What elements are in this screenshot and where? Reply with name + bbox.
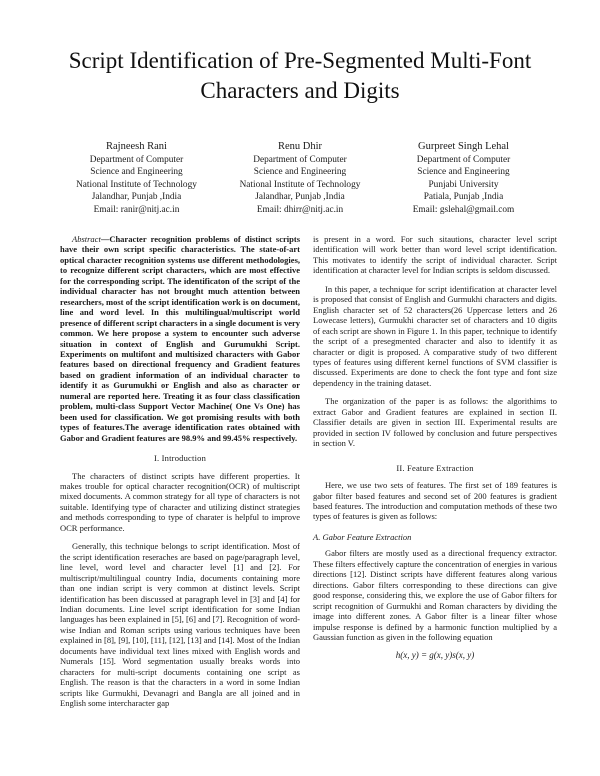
author-city: Jalandhar, Punjab ,India xyxy=(255,192,345,203)
author-dept: Science and Engineering xyxy=(417,167,510,178)
author-city: Jalandhar, Punjab ,India xyxy=(91,192,182,203)
section-heading-introduction: I. Introduction xyxy=(153,453,207,464)
author-name: Renu Dhir xyxy=(277,141,323,152)
paragraph-gap xyxy=(313,388,557,396)
author-city: Patiala, Punjab ,India xyxy=(423,192,504,203)
author-email: Email: gslehal@gmail.com xyxy=(412,204,515,215)
subsection-heading-gabor: A. Gabor Feature Extraction xyxy=(313,531,412,542)
intro-paragraph-5: The organization of the paper is as follows: the algorithims to extract Gabor and Gradient features are explained in section II. Classifier details are given in section III. Experimental results are provided in section IV followed by conclusion and future perspectives in section V. xyxy=(313,396,557,449)
author-dept: Department of Computer xyxy=(253,155,347,165)
author-dept: Science and Engineering xyxy=(253,167,347,178)
author-email: Email: ranir@nitj.ac.in xyxy=(93,204,180,215)
author-institution: National Institute of Technology xyxy=(239,179,361,190)
intro-paragraph-3: is present in a word. For such sitautions, character level script identification will work better than word level script identification. This motivates to identify the script of individual character. Script identification at character level for Indian scripts is seldom discussed. xyxy=(313,234,557,276)
paragraph-gap xyxy=(60,533,300,541)
equation: h(x, y) = g(x, y)s(x, y) xyxy=(395,650,475,661)
intro-paragraph-2: Generally, this technique belongs to script identification. Most of the script identification reseraches are based on page/paragraph level, line level, word level and character level [1] and [2]. For multiscript/multilingual country India, documents containing more than one indian script is very common at distinct levels. Script identification has been discussed at paragraph level in [3] and [4] for Indian documents. Line level script identification for some Indian languages has been explained in [5], [6] and [7]. Recognition of word-wise Indian and Roman scripts using various techniques have been explained in [8], [9], [10], [11], [12], [13] and [14]. Most of the Indian documents have individual text lines mixed with English words and Numerals [15]. Word segmentation usually breaks words into characters for multi-script documents containing one script as English. The reason is that the characters in a word in some Indian scripts like Gurmukhi, Devanagri and Bangla are all joined and in English some intercharacter gap xyxy=(60,541,300,709)
abstract-lead: Abstract xyxy=(72,234,101,244)
author-institution: National Institute of Technology xyxy=(76,179,197,190)
author-dept: Department of Computer xyxy=(416,155,511,165)
author-dept: Science and Engineering xyxy=(90,167,183,178)
author-name: Gurpreet Singh Lehal xyxy=(418,141,509,152)
author-3 xyxy=(382,139,545,216)
gabor-paragraph-1: Gabor filters are mostly used as a directional frequency extractor. These filters effectively capture the concentration of energies in various directions [12]. Distinct scripts have different features along various directions. Gabor filters corresponding to these directions can give good response, considering this, we explore the use of Gabor filters for script recognition of Gurmukhi and Roman characters by dividing the image into different zones. A Gabor filter is a linear filter whose impulse response is defined by a harmonic function multiplied by a Gaussian function as given in the following equation xyxy=(313,548,557,642)
author-name: Rajneesh Rani xyxy=(106,141,167,152)
author-1 xyxy=(55,139,218,216)
intro-paragraph-1: The characters of distinct scripts have different properties. It makes trouble for optical character recognition(OCR) of multiscript mixed documents. A common strategy for all type of characters is not suitable. Identifying type of character and utilizing distinct strategies and methods corresponding to type of charater is helpful to improve OCR performance. xyxy=(60,470,300,533)
paper-title: Script Identification of Pre-Segmented Multi-Font Characters and Digits xyxy=(68,48,532,103)
abstract xyxy=(60,234,300,443)
feature-paragraph-1: Here, we use two sets of features. The first set of 189 features is gabor filter based features and second set of 200 features is gradient based features. The introduction and computation methods of these two types of features is given as follows: xyxy=(313,480,557,522)
right-column xyxy=(313,234,557,661)
author-block xyxy=(55,139,545,216)
left-column xyxy=(60,234,300,708)
author-institution: Punjabi University xyxy=(428,179,499,190)
paragraph-gap xyxy=(313,276,557,284)
section-heading-feature-extraction: II. Feature Extraction xyxy=(396,462,474,473)
author-email: Email: dhirr@nitj.ac.in xyxy=(256,204,344,215)
abstract-text: —Character recognition problems of distinct scripts have their own script specific characteristics. The state-of-art optical character recognition systems use different methodologies, to recognize different script characters, which are most effective for the corresponding script. The identificaton of the script of the individual character has not brought much attention between researchers, most of the script identification work is on document, line and word level. In this multilingual/multiscript world presence of different script characters in a single document is very common. We here propose a system to encounter such adverse situation in context of English and Gurumukhi Script. Experiments on multifont and multisized characters with Gabor features based on directional frequency and Gradient features based on gradient information of an individual character to identify it as Gurumukhi or English and also as character or numeral are reported here. Treating it as four class classification problem, multi-class Support Vector Machine( One Vs One) has been used for classification. We got promising results with both types of features.The average identification rates obtained with Gabor and Gradient features are 98.9% and 99.45% respectively. xyxy=(60,234,301,443)
intro-paragraph-4: In this paper, a technique for script identification at character level is proposed that consist of English and Gurmukhi characters and digits. English character set of 52 characters(26 Uppercase letters and 26 Lowecase letters), Gurmukhi character set of characters and 10 digits of each script are shown in Figure 1. In this paper, technique to identify the script of a presegmented character and also to identify it as character or digit is proposed. A comparative study of two different types of features using different kernel functions of SVM classifier is discussed. Experiments are done to check the font type and font size dependency in the training dataset. xyxy=(313,283,557,388)
author-2 xyxy=(219,139,382,216)
author-dept: Department of Computer xyxy=(89,155,184,165)
